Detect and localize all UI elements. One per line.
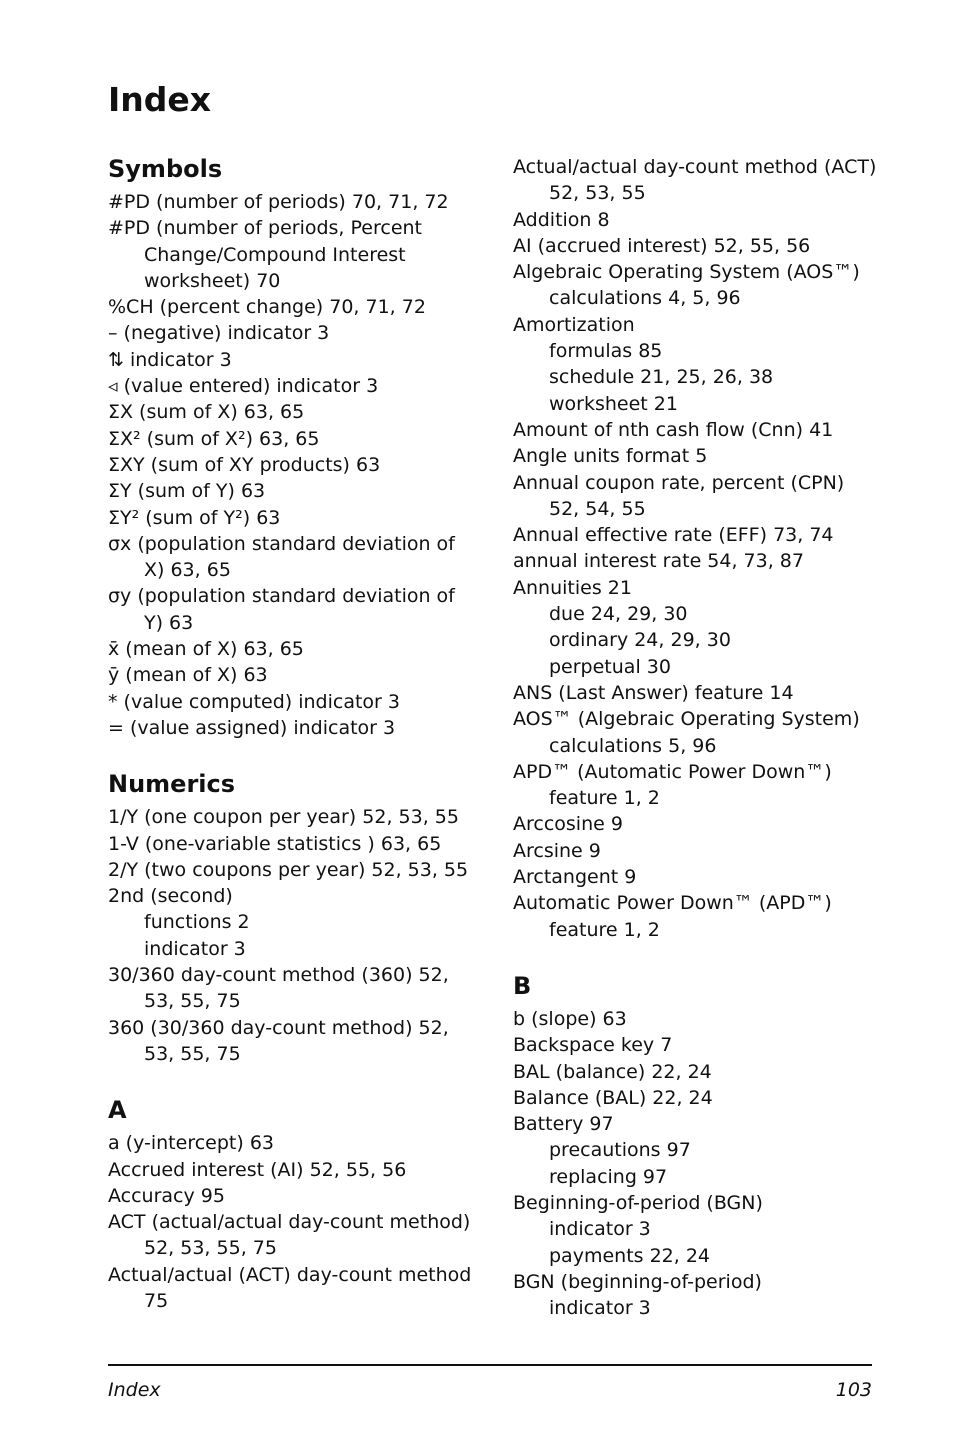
index-entry: Backspace key 7	[513, 1034, 673, 1057]
index-entry: Amount of nth cash flow (Cnn) 41	[513, 418, 834, 441]
index-entry: Actual/actual day-count method (ACT) 52, 53, 55	[513, 156, 877, 205]
index-entry: AOS™ (Algebraic Operating System) calculations 5, 96	[513, 708, 860, 757]
section-heading: B	[513, 971, 532, 1000]
index-entry: Amortization	[513, 313, 635, 336]
index-entry: ΣXY (sum of XY products) 63	[108, 453, 381, 476]
index-entry: Arcsine 9	[513, 839, 601, 862]
index-entry: #PD (number of periods) 70, 71, 72	[108, 191, 449, 213]
index-entry: Arccosine 9	[513, 813, 623, 836]
index-entry: = (value assigned) indicator 3	[108, 716, 396, 739]
index-subentry: indicator 3	[549, 1218, 651, 1241]
section-heading: Symbols	[108, 155, 223, 183]
index-subentry: indicator 3	[549, 1297, 651, 1320]
index-subentry: perpetual 30	[549, 655, 671, 678]
index-entry: Accuracy 95	[108, 1184, 225, 1207]
index-entry-list	[108, 1130, 478, 1314]
index-entry: Battery 97	[513, 1113, 614, 1136]
index-entry: Beginning-of-period (BGN)	[513, 1191, 763, 1214]
index-entry: 360 (30/360 day-count method) 52, 53, 55, 75	[108, 1016, 449, 1065]
index-entry: AI (accrued interest) 52, 55, 56	[513, 234, 811, 257]
index-entry: ΣX (sum of X) 63, 65	[108, 401, 305, 424]
index-column-left	[108, 152, 478, 1340]
index-entry: Actual/actual (ACT) day-count method 75	[108, 1263, 472, 1312]
index-section-a	[108, 1093, 478, 1314]
index-entry: ȳ (mean of X) 63	[108, 664, 268, 687]
index-column-right	[513, 154, 878, 1347]
index-entry: ΣY² (sum of Y²) 63	[108, 506, 281, 529]
index-subentry: precautions 97	[549, 1139, 691, 1162]
index-entry-list	[513, 154, 878, 943]
index-subentry: schedule 21, 25, 26, 38	[549, 366, 774, 389]
index-subentry: ordinary 24, 29, 30	[549, 629, 731, 652]
index-subentry: indicator 3	[144, 937, 246, 960]
index-subentry: replacing 97	[549, 1165, 668, 1188]
index-entry: ΣY (sum of Y) 63	[108, 480, 266, 503]
index-entry: ◃ (value entered) indicator 3	[108, 375, 379, 398]
footer-page-number: 103	[835, 1379, 872, 1401]
index-entry: * (value computed) indicator 3	[108, 690, 400, 713]
index-entry-list	[108, 189, 478, 741]
index-entry: #PD (number of periods, Percent Change/Compound Interest worksheet) 70	[108, 217, 423, 292]
index-entry: σy (population standard deviation of Y) 63	[108, 585, 455, 634]
index-section-continued	[513, 154, 878, 943]
index-entry: 1-V (one-variable statistics ) 63, 65	[108, 832, 442, 855]
index-entry: Arctangent 9	[513, 866, 637, 889]
index-entry: Annual coupon rate, percent (CPN) 52, 54, 55	[513, 471, 845, 520]
index-subentry: functions 2	[144, 911, 250, 934]
index-entry: Automatic Power Down™ (APD™) feature 1, 2	[513, 892, 832, 941]
index-entry: APD™ (Automatic Power Down™) feature 1, 2	[513, 760, 832, 810]
index-subentry: payments 22, 24	[549, 1244, 711, 1267]
index-entry: Algebraic Operating System (AOS™) calculations 4, 5, 96	[513, 261, 860, 310]
index-entry: 1/Y (one coupon per year) 52, 53, 55	[108, 806, 459, 829]
index-entry: %CH (percent change) 70, 71, 72	[108, 296, 426, 319]
index-entry: Addition 8	[513, 208, 610, 231]
index-entry: x̄ (mean of X) 63, 65	[108, 638, 304, 661]
index-entry: ⇅ indicator 3	[108, 348, 232, 371]
section-heading: Numerics	[108, 770, 236, 799]
footer-divider	[108, 1364, 872, 1366]
index-subentry: due 24, 29, 30	[549, 603, 688, 626]
index-section-symbols	[108, 152, 478, 741]
index-entry: BGN (beginning-of-period)	[513, 1270, 762, 1293]
index-subentry: worksheet 21	[549, 392, 678, 415]
section-heading: A	[108, 1096, 127, 1125]
index-entry: – (negative) indicator 3	[108, 322, 330, 345]
footer-section-name: Index	[108, 1379, 161, 1401]
page-title: Index	[108, 80, 212, 119]
index-entry: Annuities 21	[513, 576, 632, 599]
index-section-numerics	[108, 767, 478, 1067]
index-entry: b (slope) 63	[513, 1007, 627, 1030]
index-section-b	[513, 969, 878, 1322]
index-entry: 30/360 day-count method (360) 52, 53, 55, 75	[108, 964, 449, 1013]
index-entry: annual interest rate 54, 73, 87	[513, 550, 804, 573]
index-entry: ΣX² (sum of X²) 63, 65	[108, 427, 320, 450]
index-entry: ANS (Last Answer) feature 14	[513, 681, 794, 704]
index-entry: σx (population standard deviation of X) 63, 65	[108, 532, 455, 582]
index-entry: Annual effective rate (EFF) 73, 74	[513, 524, 834, 547]
index-entry: a (y-intercept) 63	[108, 1132, 274, 1155]
index-entry-list	[108, 804, 478, 1067]
index-subentry: formulas 85	[549, 340, 663, 363]
index-entry: 2nd (second)	[108, 885, 233, 908]
index-entry: 2/Y (two coupons per year) 52, 53, 55	[108, 858, 469, 881]
index-entry-list	[513, 1006, 878, 1322]
index-entry: Accrued interest (AI) 52, 55, 56	[108, 1158, 407, 1181]
index-entry: BAL (balance) 22, 24	[513, 1060, 712, 1083]
index-entry: ACT (actual/actual day-count method) 52, 53, 55, 75	[108, 1211, 471, 1260]
index-entry: Balance (BAL) 22, 24	[513, 1086, 713, 1109]
index-entry: Angle units format 5	[513, 445, 708, 468]
